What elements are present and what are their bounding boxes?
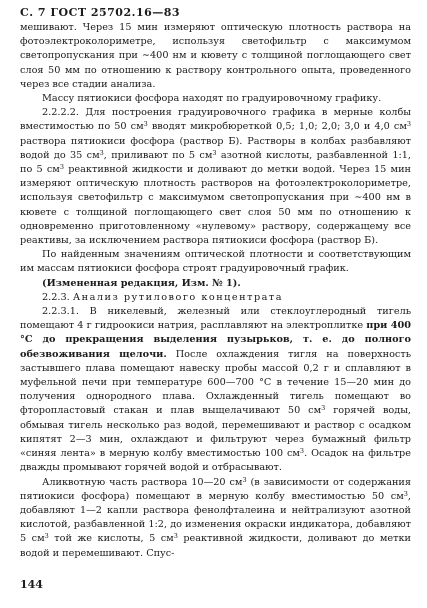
text-run: горячей воды, обмывая тигель несколько раз водой, перемешивают и раствор с осадком кипятят 2—3 мин, охлаждают и фильтруют через бумажный фильтр «синяя лента» в мерную колбу вместимостью 100 см (20, 405, 412, 460)
superscript: 3 (44, 532, 49, 541)
text-run: 2.2.3. (42, 291, 73, 303)
text-run: азотной кислоты, разбавленной 1:1, по 5 см (20, 149, 411, 176)
text-run: раствора пятиокиси фосфора (раствор Б). Растворы в колбах разбавляют водой до 35 см (20, 135, 411, 161)
text-run: , добавляют 1—2 капли раствора фенолфталеина и нейтрализуют азотной кислотой, разбавленной 1:2, до изменения окраски индикатора, добавляют 5 см (20, 490, 411, 545)
text-run: . Осадок на фильтре дважды промывают горячей водой и отбрасывают. (20, 448, 411, 474)
paragraph (20, 248, 411, 276)
superscript: 3 (212, 148, 217, 157)
paragraph (20, 277, 411, 291)
text-run: По найденным значениям оптической плотности и соответствующим им массам пятиокиси фосфора строят градуировочный график. (20, 249, 411, 275)
text-run: реактивной жидкости, доливают до метки водой и перемешивают. Спус- (20, 533, 411, 559)
text-run: при 400 °С до прекращения выделения пузырьков, т. е. до полного обезвоживания щелочи. (20, 320, 411, 360)
paragraph (20, 305, 411, 475)
body-text (20, 21, 411, 561)
text-run: (в зависимости от содержания пятиокиси фосфора) помещают в мерную колбу вместимостью 50 см (20, 476, 411, 502)
text-run: После охлаждения тигля на поверхность застывшего плава помещают навеску пробы массой 0,2 г и сплавляют в муфельной печи при температуре 600—700 °С в течение 15—20 мин до получения однородного плава. Охлажденный тигель помещают во фторопластовый стакан и плав выщелачивают 50 см (20, 348, 411, 417)
superscript: 3 (173, 532, 178, 541)
superscript: 3 (143, 120, 148, 129)
text-run: (Измененная редакция, Изм. № 1). (42, 277, 241, 289)
running-header: С. 7 ГОСТ 25702.16—83 (20, 6, 181, 19)
text-run: Анализ рутилового концентрата (72, 291, 284, 303)
text-run: той же кислоты, 5 см (48, 533, 174, 545)
paragraph (20, 291, 411, 305)
paragraph (20, 21, 411, 92)
superscript: 3 (321, 404, 326, 413)
paragraph (20, 92, 411, 106)
text-run: реактивной жидкости и доливают до метки водой. Через 15 мин измеряют оптическую плотность растворов на фотоэлектроколориметре, используя светофильтр с максимумом светопропускания при ∼400 нм в кювете с толщиной поглощающего свет слоя 50 мм по отношению к одновременно приготовленному «нулевому» раствору, содержащему все реактивы, за исключением раствора пятиокиси фосфора (раствор Б). (20, 164, 411, 247)
paragraph (20, 106, 411, 248)
superscript: 3 (299, 447, 305, 456)
superscript: 3 (406, 120, 412, 129)
text-run: мешивают. Через 15 мин измеряют оптическую плотность раствора на фотоэлектроколориметре, используя светофильтр с максимумом светопропускания при ∼400 нм и кювету с толщиной поглощающего свет слоя 50 мм по отношению к раствору контрольного опыта, проведенного через все стадии анализа. (20, 22, 411, 90)
text-run: вводят микробюреткой 0,5; 1,0; 2,0; 3,0 и 4,0 см (147, 121, 407, 133)
text-run: , приливают по 5 см (103, 149, 213, 161)
paragraph (20, 476, 411, 561)
superscript: 3 (99, 148, 104, 157)
text-run: Массу пятиокиси фосфора находят по градуировочному графику. (42, 93, 382, 105)
superscript: 3 (59, 163, 64, 172)
text-run: 2.2.2.2. Для построения градуировочного графика в мерные колбы вместимостью по 50 см (20, 107, 411, 133)
superscript: 3 (403, 489, 408, 498)
text-run: 2.2.3.1. В никелевый, железный или стеклоуглеродный тигель помещают 4 г гидроокиси натрия, расплавляют на электроплитке (20, 306, 411, 332)
text-run: Аликвотную часть раствора 10—20 см (42, 476, 243, 488)
page-number: 144 (20, 578, 43, 591)
superscript: 3 (242, 475, 247, 484)
